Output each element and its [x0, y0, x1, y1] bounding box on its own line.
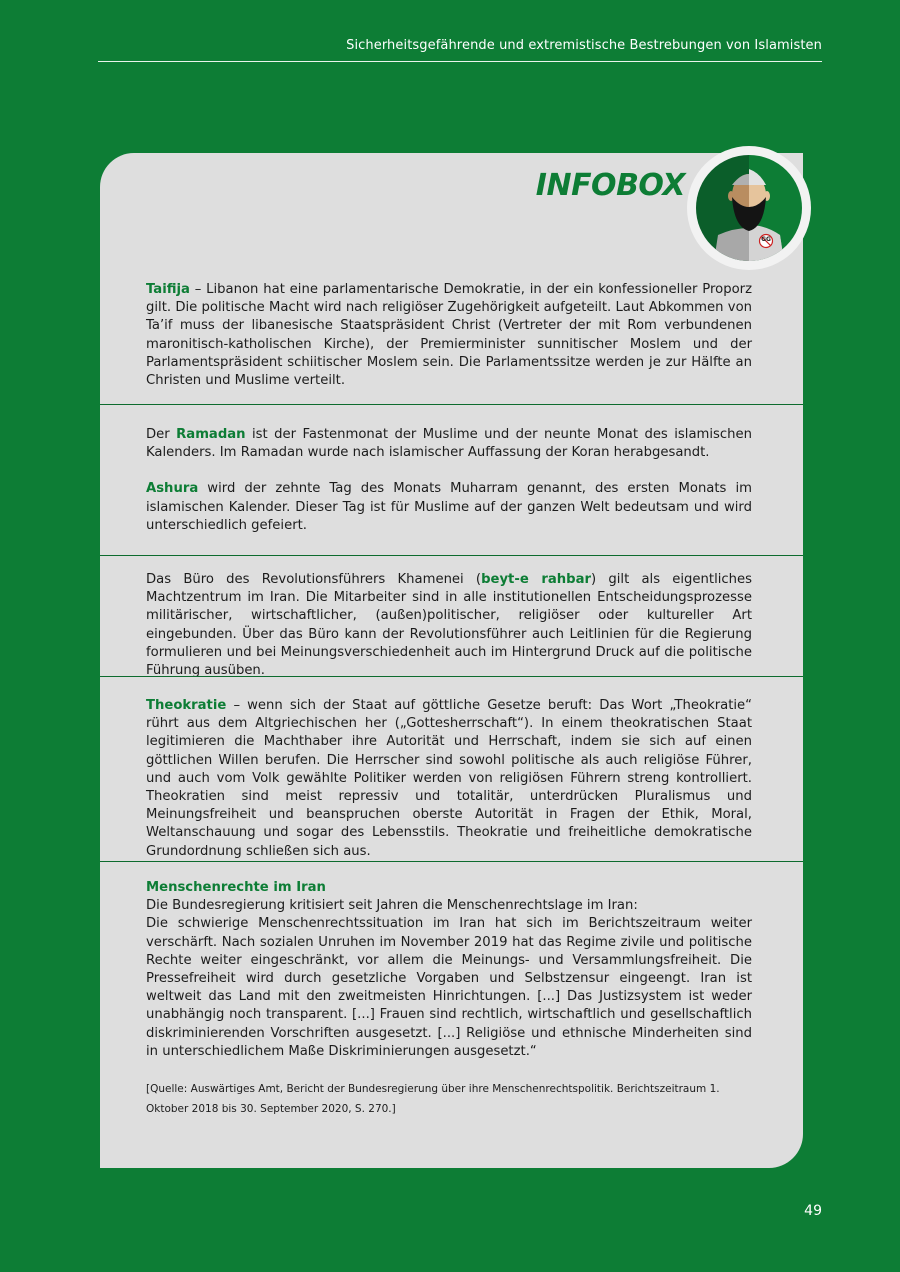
section-divider	[100, 676, 803, 677]
text-ashura: wird der zehnte Tag des Monats Muharram genannt, des ersten Monats im islamischen Kalender. Dieser Tag ist für Muslime auf der ganzen Welt bedeutsam und wird unterschiedlich gefeiert.	[146, 481, 752, 533]
section-divider	[100, 861, 803, 862]
text-menschenrechte-quote: Die schwierige Menschenrechtssituation im Iran hat sich im Berichtszeitraum weiter verschärft. Nach sozialen Unruhen im November 2019 hat das Regime zivile und politische Rechte weiter eingeschränkt, vor allem die Meinungs- und Versammlungsfreiheit. Die Pressefreiheit wird durch gesetzliche Vorgaben und Selbstzensur eingeengt. Iran ist weltweit das Land mit den zweitmeisten Hinrichtungen. [...] Das Justizsystem ist weder unabhängig noch transparent. [...] Frauen sind rechtlich, wirtschaftlich und gesellschaftlich diskriminierenden Vorschriften ausgesetzt. [...] Religiöse und ethnische Minderheiten sind in unterschiedlichem Maße Diskriminierungen ausgesetzt.“	[146, 916, 752, 1059]
avatar-icon	[696, 155, 802, 261]
source-citation: [Quelle: Auswärtiges Amt, Bericht der Bundesregierung über ihre Menschenrechtspolitik. Berichtszeitraum 1. Oktober 2018 bis 30. September 2020, S. 270.]	[146, 1083, 720, 1116]
text-ramadan: ist der Fastenmonat der Muslime und der neunte Monat des islamischen Kalenders. Im Ramadan wurde nach islamischer Auffassung der Koran herabgesandt.	[146, 427, 752, 461]
heading-menschenrechte: Menschenrechte im Iran	[146, 880, 326, 895]
term-ashura: Ashura	[146, 481, 199, 497]
running-title: Sicherheitsgefährende und extremistische Bestrebungen von Islamisten	[346, 38, 822, 53]
section-ramadan-ashura	[146, 426, 752, 535]
section-divider	[100, 404, 803, 405]
infobox-title: INFOBOX	[535, 168, 685, 203]
section-theokratie	[146, 697, 752, 861]
section-beyt-e-rahbar	[146, 571, 752, 680]
text-menschenrechte-intro: Die Bundesregierung kritisiert seit Jahren die Menschenrechtslage im Iran:	[146, 898, 638, 914]
term-theokratie: Theokratie	[146, 698, 227, 713]
page-number: 49	[804, 1203, 822, 1219]
text-beyt-pre: Das Büro des Revolutionsführers Khamenei (	[146, 572, 482, 587]
text-taifija: – Libanon hat eine parlamentarische Demokratie, in der ein konfessioneller Proporz gilt. Die politische Macht wird nach religiöser Zugehörigkeit aufgeteilt. Laut Abkommen von Ta’if muss der libanesische Staatspräsident Christ (Vertreter der mit Rom verbundenen maronitisch-katholischen Kirche), der Premierminister sunnitischer Moslem und der Parlamentspräsident schiitischer Moslem sein. Die Parlamentssitze werden je zur Hälfte an Christen und Muslime verteilt.	[146, 282, 752, 389]
section-divider	[100, 555, 803, 556]
term-ramadan: Ramadan	[176, 427, 246, 442]
avatar-badge-label: GG	[761, 236, 771, 243]
section-menschenrechte	[146, 879, 752, 1119]
section-taifija	[146, 281, 752, 390]
text-beyt: ) gilt als eigentliches Machtzentrum im Iran. Die Mitarbeiter sind in alle institutionellen Entscheidungsprozesse militärischer, wirtschaftlicher, (außen)politischer, religiöser oder kultureller Art eingebunden. Über das Büro kann der Revolutionsführer auch Leitlinien für die Regierung formulieren und bei Meinungsverschiedenheit auch im Hintergrund Druck auf die politische Führung ausüben.	[146, 572, 752, 679]
text-ramadan-pre: Der	[146, 427, 177, 442]
term-beyt-e-rahbar: beyt-e rahbar	[481, 572, 592, 587]
header-rule	[98, 61, 822, 62]
text-theokratie: – wenn sich der Staat auf göttliche Gesetze beruft: Das Wort „Theokratie“ rührt aus dem Altgriechischen her („Gottesherrschaft“). In einem theokratischen Staat legitimieren die Machthaber ihre Autorität und Herrschaft, indem sie sich auf einen göttlichen Willen berufen. Die Herrscher sind sowohl politische als auch religiöse Führer, und auch vom Volk gewählte Politiker werden von religiösen Führern streng kontrolliert. Theokratien sind meist repressiv und totalitär, unterdrücken Pluralismus und Meinungsfreiheit und beanspruchen oberste Autorität in Fragen der Ethik, Moral, Weltanschauung und sogar des Lebensstils. Theokratie und freiheitliche demokratische Grundordnung schließen sich aus.	[146, 698, 752, 859]
term-taifija: Taifija	[146, 282, 190, 297]
